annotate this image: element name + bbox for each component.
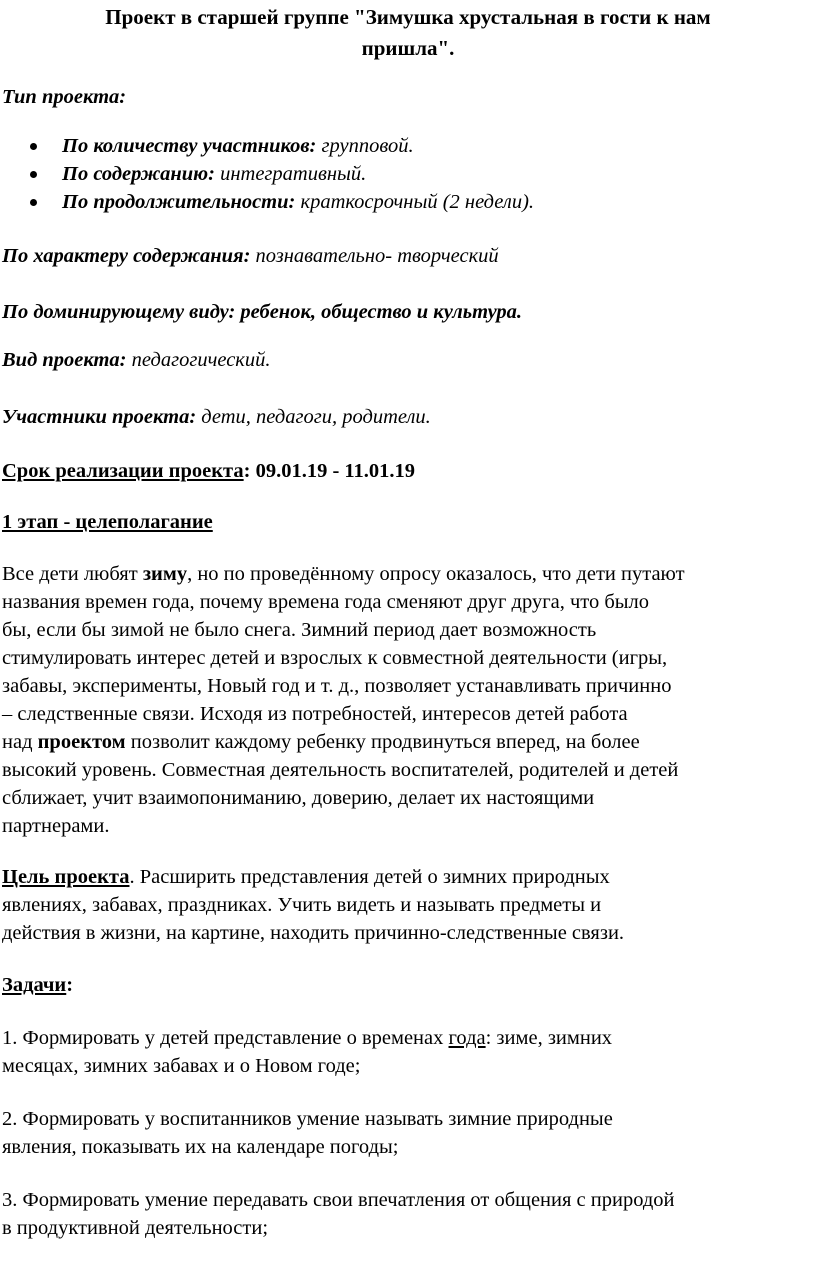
type-value: интегративный. xyxy=(214,163,367,185)
list-item xyxy=(0,160,534,188)
text-run: зиму xyxy=(142,563,188,585)
text-row: явления, показывать их на календаре погоды; xyxy=(2,1136,399,1158)
goal-label: Цель проекта xyxy=(2,866,130,888)
term-line xyxy=(2,457,415,485)
text-run: над xyxy=(2,731,38,753)
bullet-icon xyxy=(30,143,37,150)
text-row: 2. Формировать у воспитанников умение называть зимние природные xyxy=(2,1108,613,1130)
bullet-icon xyxy=(30,199,37,206)
type-label: По содержанию: xyxy=(62,163,215,185)
type-label: По продолжительности: xyxy=(62,191,296,213)
text-run: 1. Формировать у детей представление о временах xyxy=(2,1027,449,1049)
participants-line xyxy=(2,403,431,431)
text-run: : xyxy=(66,974,74,996)
goal-paragraph xyxy=(2,863,814,947)
text-row: стимулировать интерес детей и взрослых к совместной деятельности (игры, xyxy=(2,647,668,669)
project-kind-line xyxy=(2,346,271,374)
text-row: 3. Формировать умение передавать свои впечатления от общения с природой xyxy=(2,1189,675,1211)
participants-value: дети, педагоги, родители. xyxy=(196,406,431,428)
text-row: названия времен года, почему времена года сменяют друг друга, что было xyxy=(2,591,650,613)
term-label: Срок реализации проекта xyxy=(2,460,244,482)
text-row: сближает, учит взаимопониманию, доверию, делает их настоящими xyxy=(2,787,595,809)
type-label: По количеству участников: xyxy=(62,135,317,157)
text-run: : зиме, зимних xyxy=(485,1027,613,1049)
text-run: позволит каждому ребенку продвинуться вперед, на более xyxy=(125,731,640,753)
document-title xyxy=(0,2,816,64)
text-run: года xyxy=(448,1027,486,1049)
task-2 xyxy=(2,1105,814,1161)
content-character-value: познавательно- творческий xyxy=(250,245,499,267)
text-row: действия в жизни, на картине, находить причинно-следственные связи. xyxy=(2,922,625,944)
text-run: проектом xyxy=(37,731,126,753)
title-line-2: пришла". xyxy=(361,36,455,60)
intro-paragraph xyxy=(2,560,814,840)
project-type-heading: Тип проекта: xyxy=(2,86,127,108)
text-run: , но по проведённому опросу оказалось, что дети путают xyxy=(187,563,685,585)
task-1 xyxy=(2,1024,814,1080)
text-row: – следственные связи. Исходя из потребностей, интересов детей работа xyxy=(2,703,628,725)
content-character-line xyxy=(2,242,499,270)
title-line-1: Проект в старшей группе "Зимушка хрустальная в гости к нам xyxy=(105,5,711,29)
stage1-heading: 1 этап - целеполагание xyxy=(2,511,213,533)
text-run: Все дети любят xyxy=(2,563,143,585)
text-row: партнерами. xyxy=(2,815,110,837)
term-value: : 09.01.19 - 11.01.19 xyxy=(243,460,416,482)
project-kind-label: Вид проекта: xyxy=(2,349,127,371)
content-character-label: По характеру содержания: xyxy=(2,245,251,267)
text-run: . Расширить представления детей о зимних природных xyxy=(129,866,610,888)
type-value: групповой. xyxy=(316,135,414,157)
text-row: явлениях, забавах, праздниках. Учить видеть и называть предметы и xyxy=(2,894,602,916)
text-row: забавы, эксперименты, Новый год и т. д., позволяет устанавливать причинно xyxy=(2,675,672,697)
task-3 xyxy=(2,1186,814,1242)
project-kind-value: педагогический. xyxy=(126,349,271,371)
text-row: высокий уровень. Совместная деятельность воспитателей, родителей и детей xyxy=(2,759,679,781)
text-row: месяцах, зимних забавах и о Новом годе; xyxy=(2,1055,361,1077)
bullet-icon xyxy=(30,171,37,178)
project-type-list xyxy=(0,132,534,216)
text-row: бы, если бы зимой не было снега. Зимний период дает возможность xyxy=(2,619,597,641)
participants-label: Участники проекта: xyxy=(2,406,197,428)
tasks-label: Задачи xyxy=(2,974,67,996)
tasks-heading xyxy=(2,971,73,999)
list-item xyxy=(0,132,534,160)
dominant-type-line: По доминирующему виду: ребенок, общество и культура. xyxy=(2,301,523,323)
type-value: краткосрочный (2 недели). xyxy=(295,191,535,213)
text-row: в продуктивной деятельности; xyxy=(2,1217,269,1239)
list-item xyxy=(0,188,534,216)
